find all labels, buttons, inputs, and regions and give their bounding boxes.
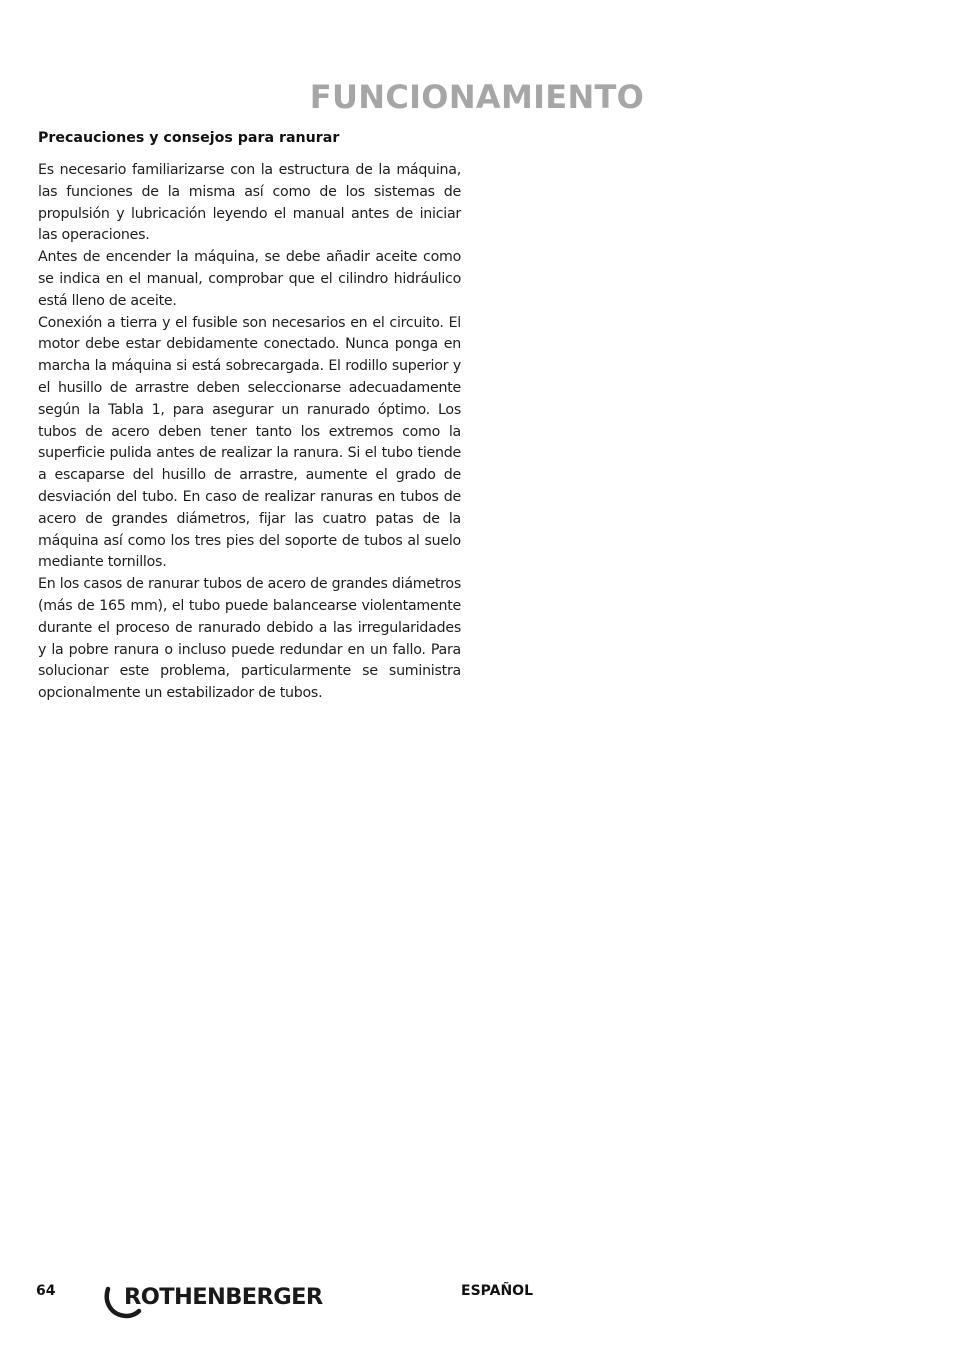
paragraph-grounding: Conexión a tierra y el fusible son necesarios en el circuito. El motor debe estar debidamente conectado. Nunca ponga en marcha la máquina si está sobrecargada. El rodillo superior y el husillo de arrastre deben seleccionarse adecuadamente según la Tabla 1, para asegurar un ranurado óptimo. Los tubos de acero deben tener tanto los extremos como la superficie pulida antes de realizar la ranura. Si el tubo tiende a escaparse del husillo de arrastre, aumente el grado de desviación del tubo. En caso de realizar ranuras en tubos de acero de grandes diámetros, fijar las cuatro patas de la máquina así como los tres pies del soporte de tubos al suelo mediante tornillos. <box>38 314 461 571</box>
paragraph-large-diameters: En los casos de ranurar tubos de acero de grandes diámetros (más de 165 mm), el tubo puede balancearse violentamente durante el proceso de ranurado debido a las irregularidades y la pobre ranura o incluso puede redundar en un fallo. Para solucionar este problema, particularmente se suministra opcionalmente un estabilizador de tubos. <box>38 576 461 702</box>
rothenberger-logo <box>102 1281 352 1321</box>
language-label: ESPAÑOL <box>461 1283 533 1299</box>
paragraph-oil: Antes de encender la máquina, se debe añadir aceite como se indica en el manual, comprobar que el cilindro hidráulico está lleno de aceite. <box>38 249 461 309</box>
page-title: FUNCIONAMIENTO <box>309 78 645 117</box>
main-content <box>38 128 461 705</box>
paragraph-familiarize: Es necesario familiarizarse con la estructura de la máquina, las funciones de la misma así como de los sistemas de propulsión y lubricación leyendo el manual antes de iniciar las operaciones. <box>38 162 461 244</box>
section-heading: Precauciones y consejos para ranurar <box>38 130 340 146</box>
brand-name: ROTHENBERGER <box>124 1284 323 1310</box>
page-number: 64 <box>36 1283 56 1299</box>
